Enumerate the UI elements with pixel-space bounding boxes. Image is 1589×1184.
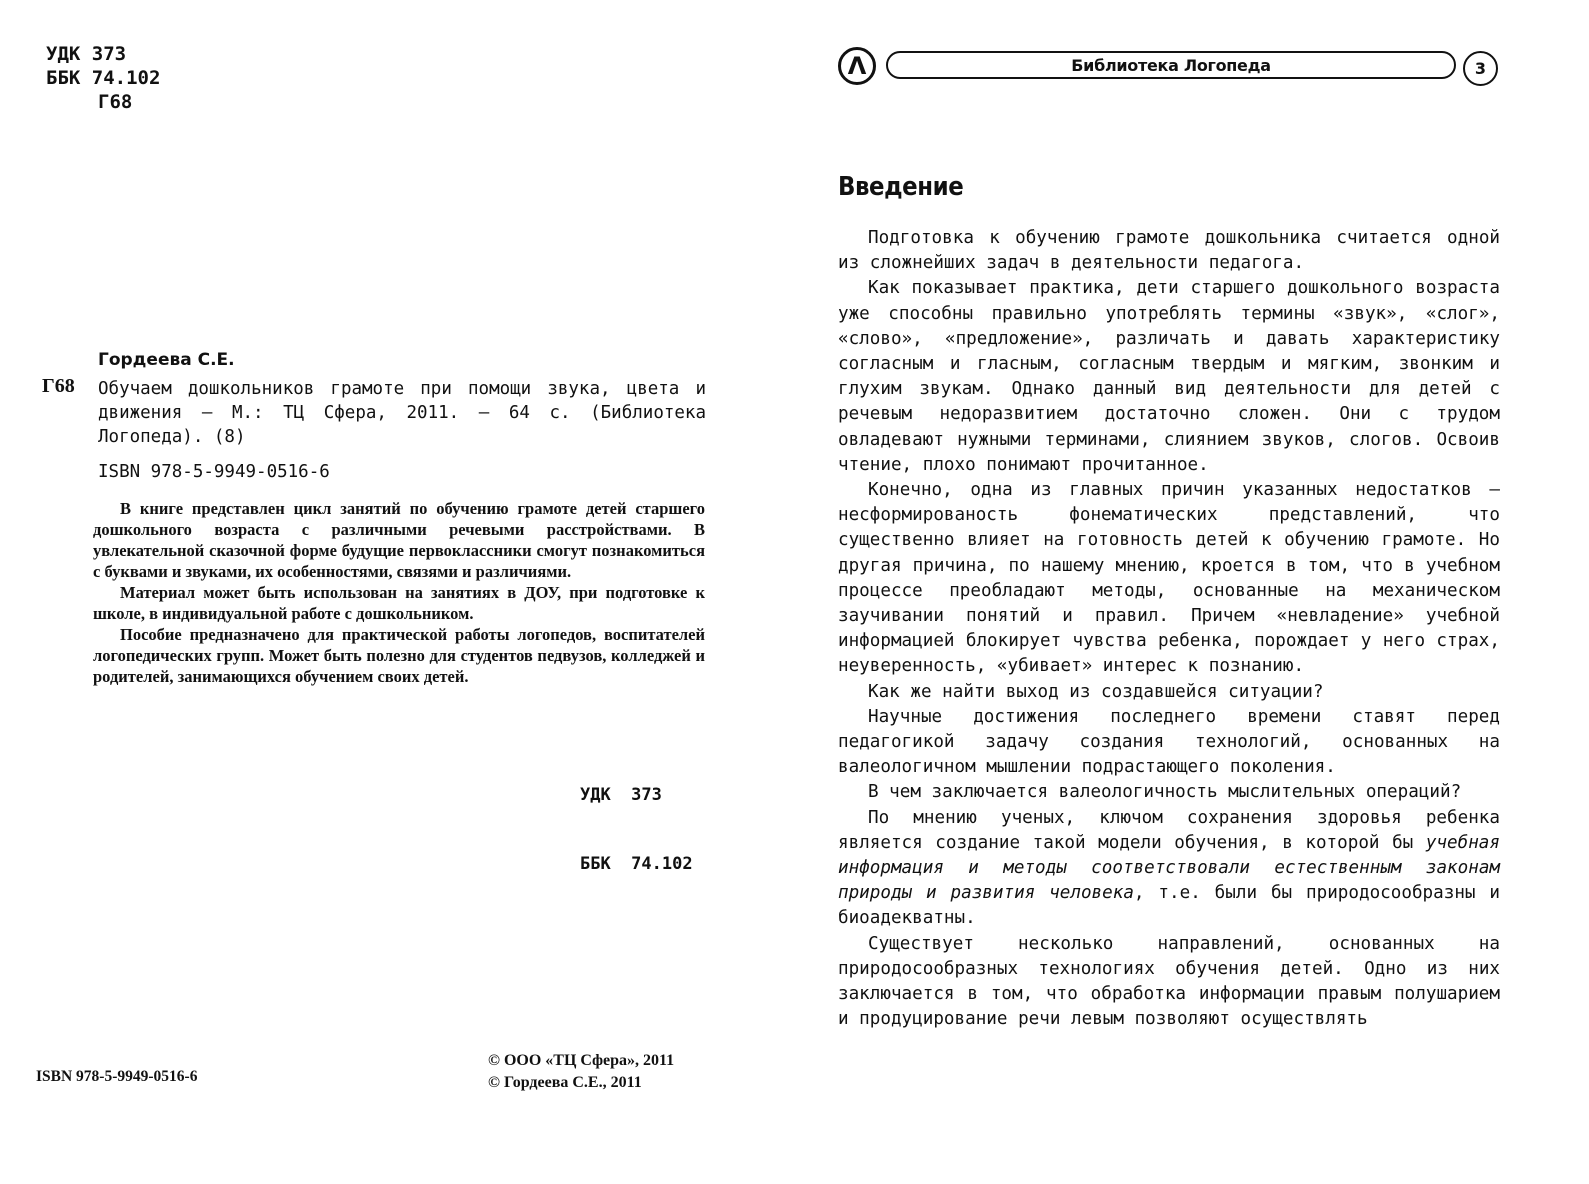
copyright-line: © Гордеева С.Е., 2011 bbox=[488, 1074, 642, 1091]
author-code: Г68 bbox=[98, 91, 133, 113]
annotation bbox=[93, 498, 705, 687]
copyright-block bbox=[488, 1050, 674, 1094]
author-name: Гордеева С.Е. bbox=[98, 350, 235, 370]
paragraph: Как показывает практика, дети старшего дошкольного возраста уже способны правильно употреблять термины «звук», «слог», «слово», «предложение», различать и давать характеристику согласным и гласным, согласным твердым и мягким, звонким и глухим звукам. Однако данный вид деятельности для детей с речевым недоразвитием достаточно сложен. Они с трудом овладевают нужными терминами, слиянием звуков, слогов. Освоив чтение, плохо понимают прочитанное. bbox=[838, 278, 1500, 475]
classification-block bbox=[46, 42, 160, 114]
paragraph-text: По мнению ученых, ключом сохранения здоровья ребенка является создание такой модели обучения, в которой бы bbox=[838, 807, 1500, 853]
annotation-paragraph: В книге представлен цикл занятий по обучению грамоте детей старшего дошкольного возраста с различными речевыми расстройствами. В увлекательной сказочной форме будущие первоклассники смогут познакомиться с буквами и звуками, их особенностями, связями и различиями. bbox=[93, 499, 705, 581]
body-text bbox=[838, 226, 1500, 1033]
paragraph: Как же найти выход из создавшейся ситуации? bbox=[868, 681, 1324, 702]
copyright-line: © ООО «ТЦ Сфера», 2011 bbox=[488, 1052, 675, 1069]
paragraph: Конечно, одна из главных причин указанных недостатков — несформированость фонематических представлений, что существенно влияет на готовность детей к обучению грамоте. Но другая причина, по нашему мнению, кроется в том, что в учебном процессе преобладают методы, основанные на механическом заучивании понятий и правил. Причем «невладение» учебной информацией блокирует чувства ребенка, порождает у него страх, неуверенность, «убивает» интерес к познанию. bbox=[838, 480, 1500, 677]
paragraph: Научные достижения последнего времени ставят перед педагогикой задачу создания технологий, основанных на валеологичном мышлении подрастающего поколения. bbox=[838, 706, 1500, 778]
isbn-bottom: ISBN 978-5-9949-0516-6 bbox=[36, 1068, 198, 1085]
bbk-code: ББК 74.102 bbox=[46, 67, 161, 89]
udk-code: УДК 373 bbox=[46, 43, 127, 65]
paragraph: Существует несколько направлений, основанных на природосообразных технологиях обучения детей. Одно из них заключается в том, что обработка информации правым полушарием и продуцирование речи левым позволяют осуществлять bbox=[838, 933, 1500, 1030]
author-code-mark: Г68 bbox=[42, 375, 75, 397]
paragraph-emphasis bbox=[838, 806, 1500, 932]
emphasized-text: учебная информация и методы соответствовали естественным законам природы и развития человека bbox=[838, 832, 1500, 904]
paragraph: В чем заключается валеологичность мыслительных операций? bbox=[868, 782, 1462, 803]
page-number: 3 bbox=[1463, 51, 1498, 86]
annotation-paragraph: Материал может быть использован на занятиях в ДОУ, при подготовке к школе, в индивидуальной работе с дошкольником. bbox=[93, 583, 705, 623]
series-title: Библиотека Логопеда bbox=[1071, 55, 1271, 75]
series-logo-icon: Λ bbox=[838, 47, 876, 85]
left-page bbox=[0, 0, 790, 1184]
right-page bbox=[790, 0, 1589, 1184]
bibliographic-record: Обучаем дошкольников грамоте при помощи звука, цвета и движения — М.: ТЦ Сфера, 2011. — 64 с. (Библиотека Логопеда). (8) bbox=[98, 379, 706, 447]
paragraph-text: , т.е. были бы природосообразны и биоадекватны. bbox=[838, 883, 1500, 929]
section-heading: Введение bbox=[838, 172, 964, 202]
bbk-code-bottom: ББК 74.102 bbox=[580, 854, 693, 874]
annotation-paragraph: Пособие предназначено для практической работы логопедов, воспитателей логопедических групп. Может быть полезно для студентов педвузов, колледжей и родителей, занимающихся обучением своих детей. bbox=[93, 625, 705, 686]
paragraph: Подготовка к обучению грамоте дошкольника считается одной из сложнейших задач в деятельности педагога. bbox=[838, 228, 1500, 274]
classification-bottom bbox=[580, 738, 693, 922]
udk-code-bottom: УДК 373 bbox=[580, 785, 662, 805]
isbn: ISBN 978-5-9949-0516-6 bbox=[98, 462, 330, 482]
series-title-bar bbox=[886, 51, 1456, 79]
